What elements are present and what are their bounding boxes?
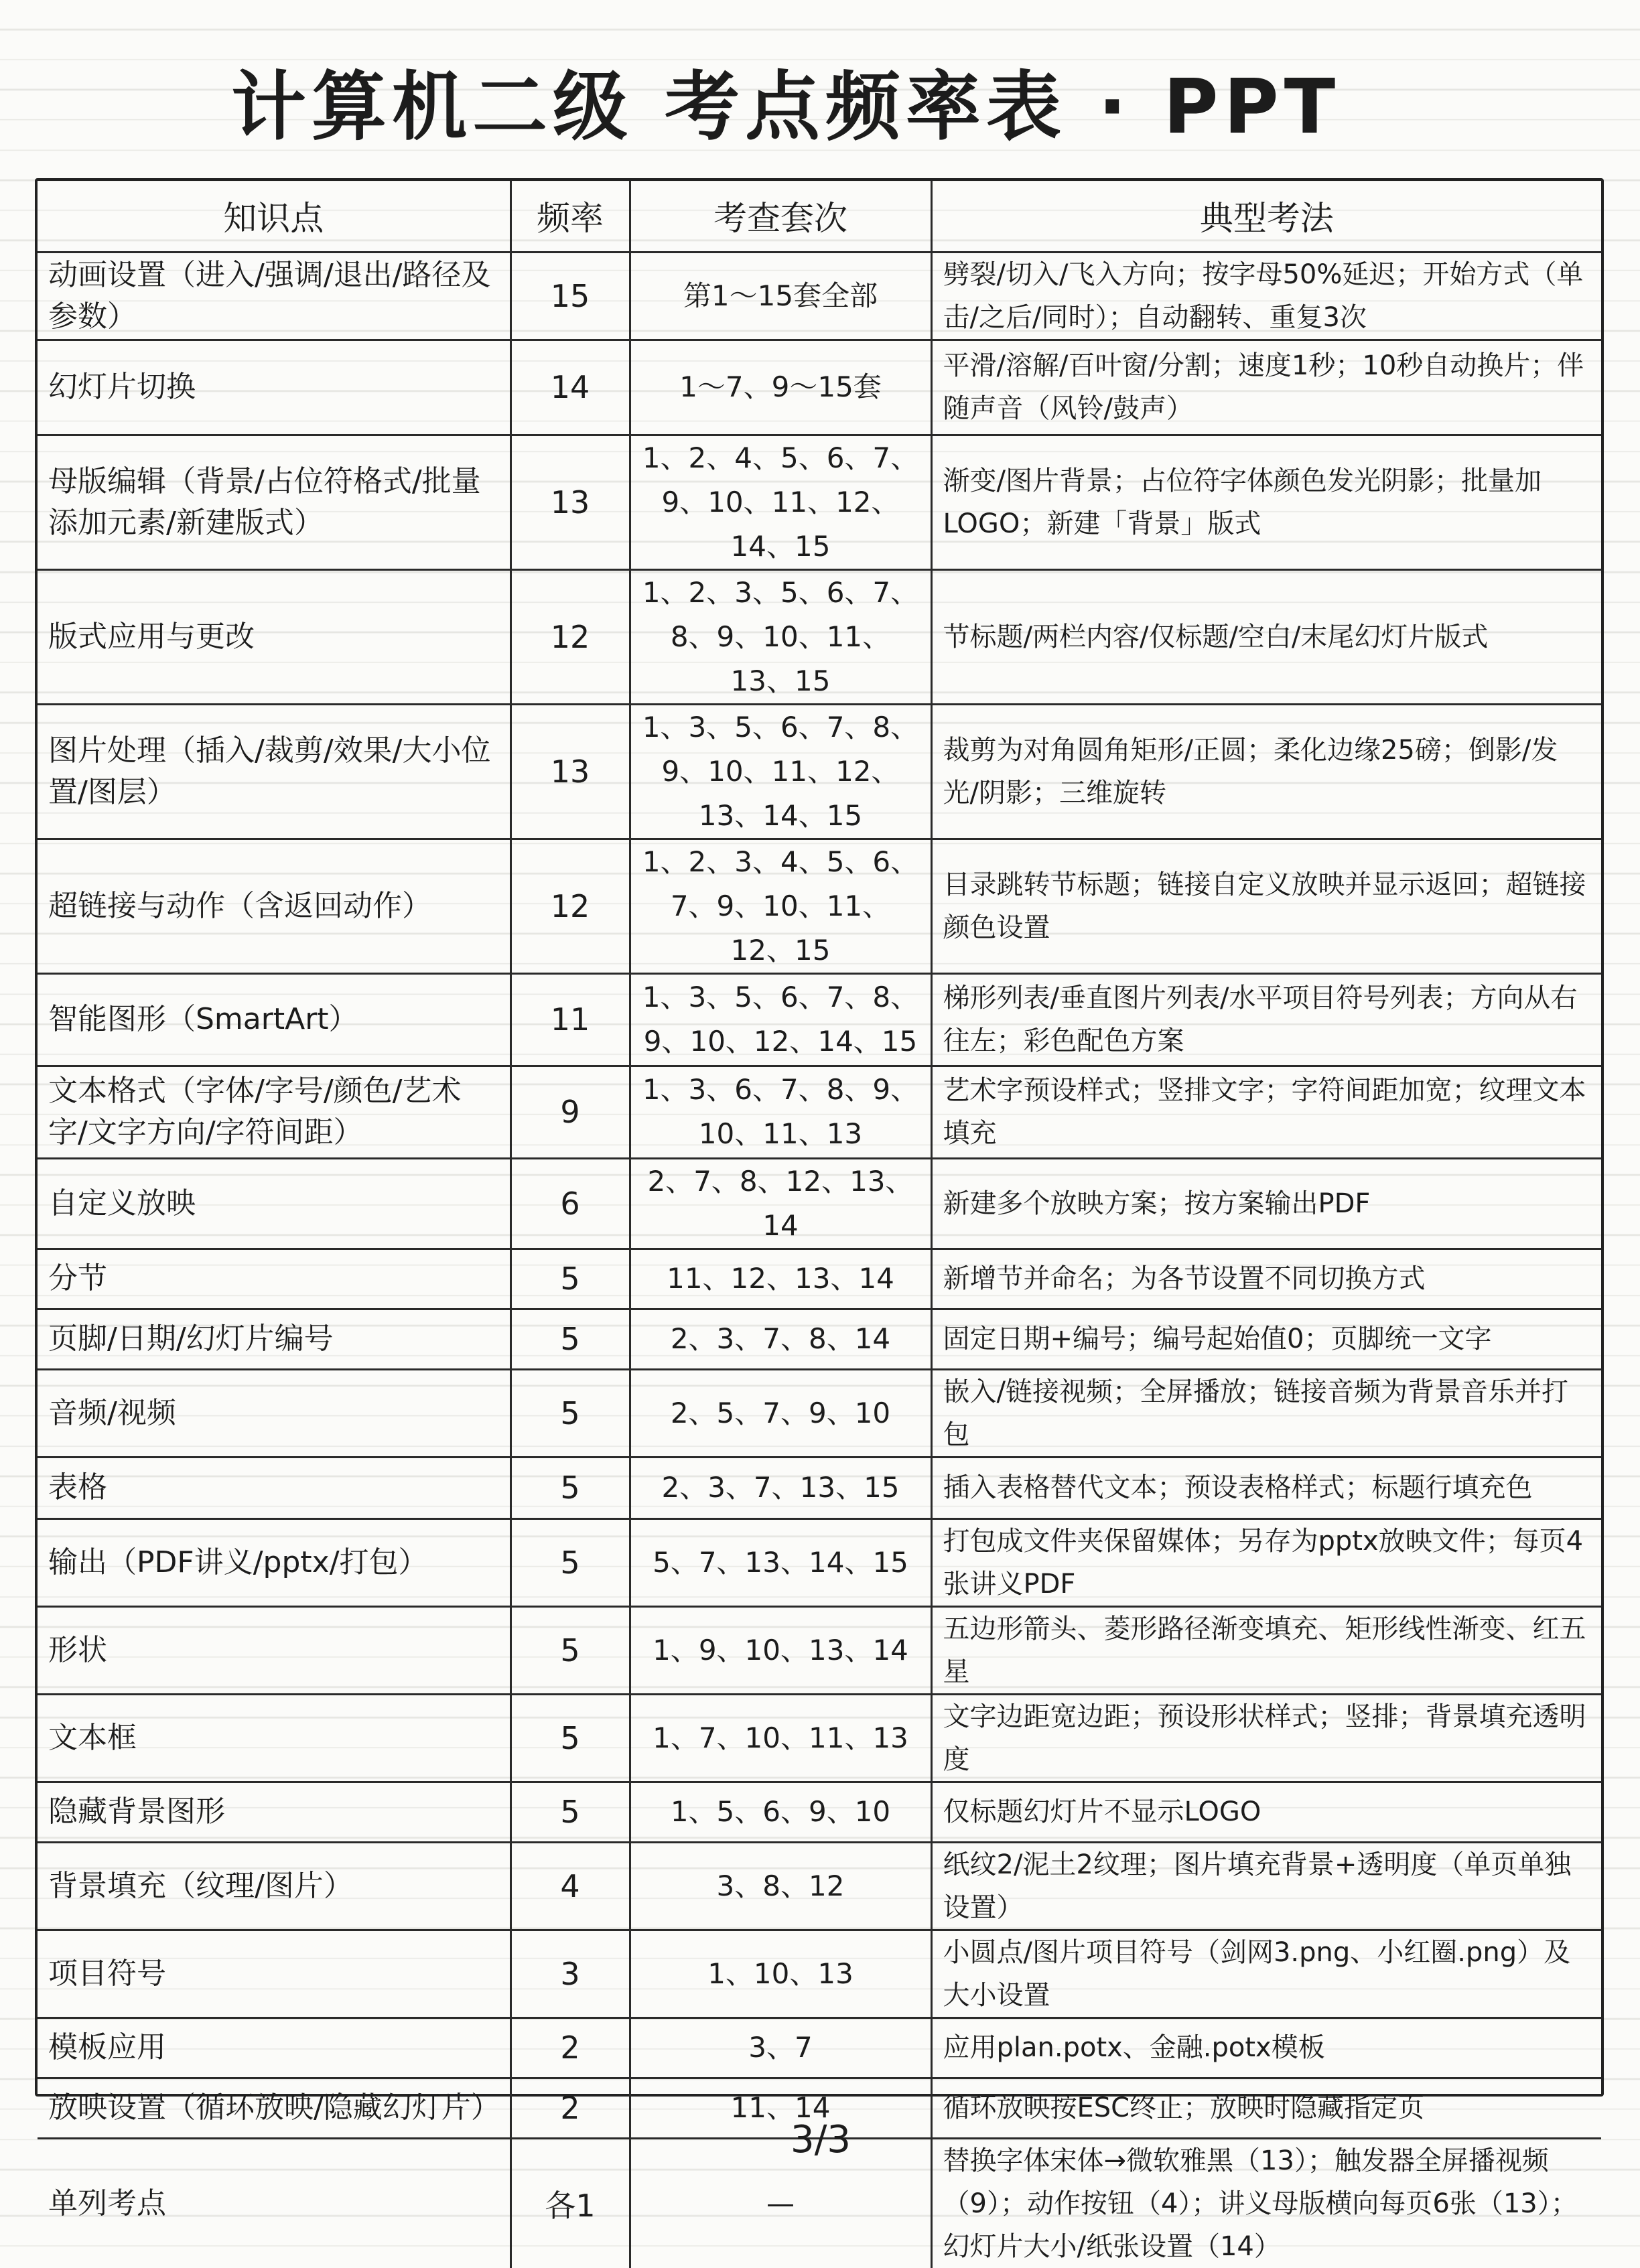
cell-frequency: 13: [510, 704, 630, 839]
table-row: [38, 1457, 1601, 1518]
table-row: [38, 1694, 1601, 1782]
cell-typical-method: 替换字体宋体→微软雅黑（13）；触发器全屏播视频（9）；动作按钮（4）；讲义母版横向每页6张（13）；幻灯片大小/纸张设置（14）: [931, 2138, 1601, 2268]
cell-frequency: 11: [510, 973, 630, 1066]
cell-frequency: 5: [510, 1249, 630, 1309]
table-row: [38, 1369, 1601, 1457]
cell-typical-method: 循环放映按ESC终止；放映时隐藏指定页: [931, 2078, 1601, 2138]
header-exam-sets: 考查套次: [630, 181, 931, 252]
cell-typical-method: 裁剪为对角圆角矩形/正圆；柔化边缘25磅；倒影/发光/阴影；三维旋转: [931, 704, 1601, 839]
cell-topic: 母版编辑（背景/占位符格式/批量添加元素/新建版式）: [38, 435, 510, 569]
cell-frequency: 6: [510, 1158, 630, 1249]
cell-frequency: 5: [510, 1606, 630, 1694]
cell-topic: 自定义放映: [38, 1158, 510, 1249]
page-number: 3/3: [790, 2118, 851, 2161]
table-row: [38, 1249, 1601, 1309]
cell-exam-sets: 1、3、6、7、8、9、10、11、13: [630, 1066, 931, 1158]
table-row: [38, 1066, 1601, 1158]
cell-exam-sets: 1～7、9～15套: [630, 340, 931, 435]
cell-typical-method: 平滑/溶解/百叶窗/分割；速度1秒；10秒自动换片；伴随声音（风铃/鼓声）: [931, 340, 1601, 435]
table-row: [38, 973, 1601, 1066]
cell-topic: 音频/视频: [38, 1369, 510, 1457]
cell-frequency: 3: [510, 1930, 630, 2017]
table-row: [38, 1309, 1601, 1369]
cell-typical-method: 五边形箭头、菱形路径渐变填充、矩形线性渐变、红五星: [931, 1606, 1601, 1694]
cell-topic: 智能图形（SmartArt）: [38, 973, 510, 1066]
cell-topic: 输出（PDF讲义/pptx/打包）: [38, 1518, 510, 1606]
cell-exam-sets: 1、3、5、6、7、8、9、10、12、14、15: [630, 973, 931, 1066]
cell-exam-sets: 11、14: [630, 2078, 931, 2138]
cell-typical-method: 纸纹2/泥土2纹理；图片填充背景+透明度（单页单独设置）: [931, 1842, 1601, 1930]
cell-frequency: 2: [510, 2017, 630, 2078]
cell-typical-method: 仅标题幻灯片不显示LOGO: [931, 1782, 1601, 1842]
page-title: 计算机二级 考点频率表 · PPT: [231, 64, 1341, 151]
cell-topic: 模板应用: [38, 2017, 510, 2078]
cell-typical-method: 新建多个放映方案；按方案输出PDF: [931, 1158, 1601, 1249]
cell-exam-sets: 3、8、12: [630, 1842, 931, 1930]
cell-typical-method: 插入表格替代文本；预设表格样式；标题行填充色: [931, 1457, 1601, 1518]
cell-exam-sets: 1、9、10、13、14: [630, 1606, 931, 1694]
table-row: [38, 1930, 1601, 2017]
cell-frequency: 5: [510, 1309, 630, 1369]
cell-frequency: 9: [510, 1066, 630, 1158]
cell-exam-sets: 2、3、7、13、15: [630, 1457, 931, 1518]
header-typical-method: 典型考法: [931, 181, 1601, 252]
cell-topic: 分节: [38, 1249, 510, 1309]
cell-typical-method: 小圆点/图片项目符号（剑网3.png、小红圈.png）及大小设置: [931, 1930, 1601, 2017]
table-row: [38, 435, 1601, 569]
cell-typical-method: 梯形列表/垂直图片列表/水平项目符号列表；方向从右往左；彩色配色方案: [931, 973, 1601, 1066]
cell-typical-method: 固定日期+编号；编号起始值0；页脚统一文字: [931, 1309, 1601, 1369]
cell-frequency: 14: [510, 340, 630, 435]
cell-exam-sets: 第1～15套全部: [630, 252, 931, 340]
cell-topic: 文本框: [38, 1694, 510, 1782]
cell-frequency: 4: [510, 1842, 630, 1930]
cell-exam-sets: 2、5、7、9、10: [630, 1369, 931, 1457]
cell-exam-sets: 1、3、5、6、7、8、9、10、11、12、13、14、15: [630, 704, 931, 839]
table-row: [38, 340, 1601, 435]
cell-exam-sets: 2、3、7、8、14: [630, 1309, 931, 1369]
table-row: [38, 1782, 1601, 1842]
cell-topic: 幻灯片切换: [38, 340, 510, 435]
cell-exam-sets: 1、2、3、5、6、7、8、9、10、11、13、15: [630, 569, 931, 704]
cell-frequency: 5: [510, 1694, 630, 1782]
cell-topic: 形状: [38, 1606, 510, 1694]
cell-typical-method: 艺术字预设样式；竖排文字；字符间距加宽；纹理文本填充: [931, 1066, 1601, 1158]
cell-typical-method: 文字边距宽边距；预设形状样式；竖排；背景填充透明度: [931, 1694, 1601, 1782]
cell-typical-method: 嵌入/链接视频；全屏播放；链接音频为背景音乐并打包: [931, 1369, 1601, 1457]
cell-exam-sets: —: [630, 2138, 931, 2268]
cell-frequency: 12: [510, 839, 630, 973]
cell-topic: 隐藏背景图形: [38, 1782, 510, 1842]
cell-typical-method: 节标题/两栏内容/仅标题/空白/末尾幻灯片版式: [931, 569, 1601, 704]
header-topic: 知识点: [38, 181, 510, 252]
header-frequency: 频率: [510, 181, 630, 252]
cell-topic: 超链接与动作（含返回动作）: [38, 839, 510, 973]
cell-exam-sets: 1、10、13: [630, 1930, 931, 2017]
cell-frequency: 5: [510, 1782, 630, 1842]
cell-typical-method: 渐变/图片背景；占位符字体颜色发光阴影；批量加LOGO；新建「背景」版式: [931, 435, 1601, 569]
cell-frequency: 2: [510, 2078, 630, 2138]
cell-exam-sets: 5、7、13、14、15: [630, 1518, 931, 1606]
cell-topic: 图片处理（插入/裁剪/效果/大小位置/图层）: [38, 704, 510, 839]
cell-typical-method: 目录跳转节标题；链接自定义放映并显示返回；超链接颜色设置: [931, 839, 1601, 973]
cell-topic: 文本格式（字体/字号/颜色/艺术字/文字方向/字符间距）: [38, 1066, 510, 1158]
cell-frequency: 5: [510, 1369, 630, 1457]
cell-frequency: 12: [510, 569, 630, 704]
table-row: [38, 1606, 1601, 1694]
table-row: [38, 839, 1601, 973]
cell-topic: 表格: [38, 1457, 510, 1518]
cell-frequency: 5: [510, 1518, 630, 1606]
cell-typical-method: 应用plan.potx、金融.potx模板: [931, 2017, 1601, 2078]
table-header-row: [38, 181, 1601, 252]
cell-frequency: 15: [510, 252, 630, 340]
table-row: [38, 1158, 1601, 1249]
table-row: [38, 704, 1601, 839]
cell-exam-sets: 1、7、10、11、13: [630, 1694, 931, 1782]
cell-frequency: 各1: [510, 2138, 630, 2268]
table-row: [38, 569, 1601, 704]
cell-exam-sets: 2、7、8、12、13、14: [630, 1158, 931, 1249]
cell-typical-method: 劈裂/切入/飞入方向；按字母50%延迟；开始方式（单击/之后/同时）；自动翻转、重复3次: [931, 252, 1601, 340]
cell-topic: 背景填充（纹理/图片）: [38, 1842, 510, 1930]
cell-exam-sets: 1、2、4、5、6、7、9、10、11、12、14、15: [630, 435, 931, 569]
cell-topic: 页脚/日期/幻灯片编号: [38, 1309, 510, 1369]
cell-topic: 放映设置（循环放映/隐藏幻灯片）: [38, 2078, 510, 2138]
cell-topic: 单列考点: [38, 2138, 510, 2268]
cell-exam-sets: 1、2、3、4、5、6、7、9、10、11、12、15: [630, 839, 931, 973]
cell-topic: 动画设置（进入/强调/退出/路径及参数）: [38, 252, 510, 340]
cell-exam-sets: 3、7: [630, 2017, 931, 2078]
cell-frequency: 13: [510, 435, 630, 569]
cell-typical-method: 新增节并命名；为各节设置不同切换方式: [931, 1249, 1601, 1309]
table-row: [38, 1842, 1601, 1930]
cell-typical-method: 打包成文件夹保留媒体；另存为pptx放映文件；每页4张讲义PDF: [931, 1518, 1601, 1606]
table-row: [38, 252, 1601, 340]
cell-topic: 项目符号: [38, 1930, 510, 2017]
table-row: [38, 1518, 1601, 1606]
cell-exam-sets: 1、5、6、9、10: [630, 1782, 931, 1842]
cell-frequency: 5: [510, 1457, 630, 1518]
cell-exam-sets: 11、12、13、14: [630, 1249, 931, 1309]
cell-topic: 版式应用与更改: [38, 569, 510, 704]
table-row: [38, 2017, 1601, 2078]
